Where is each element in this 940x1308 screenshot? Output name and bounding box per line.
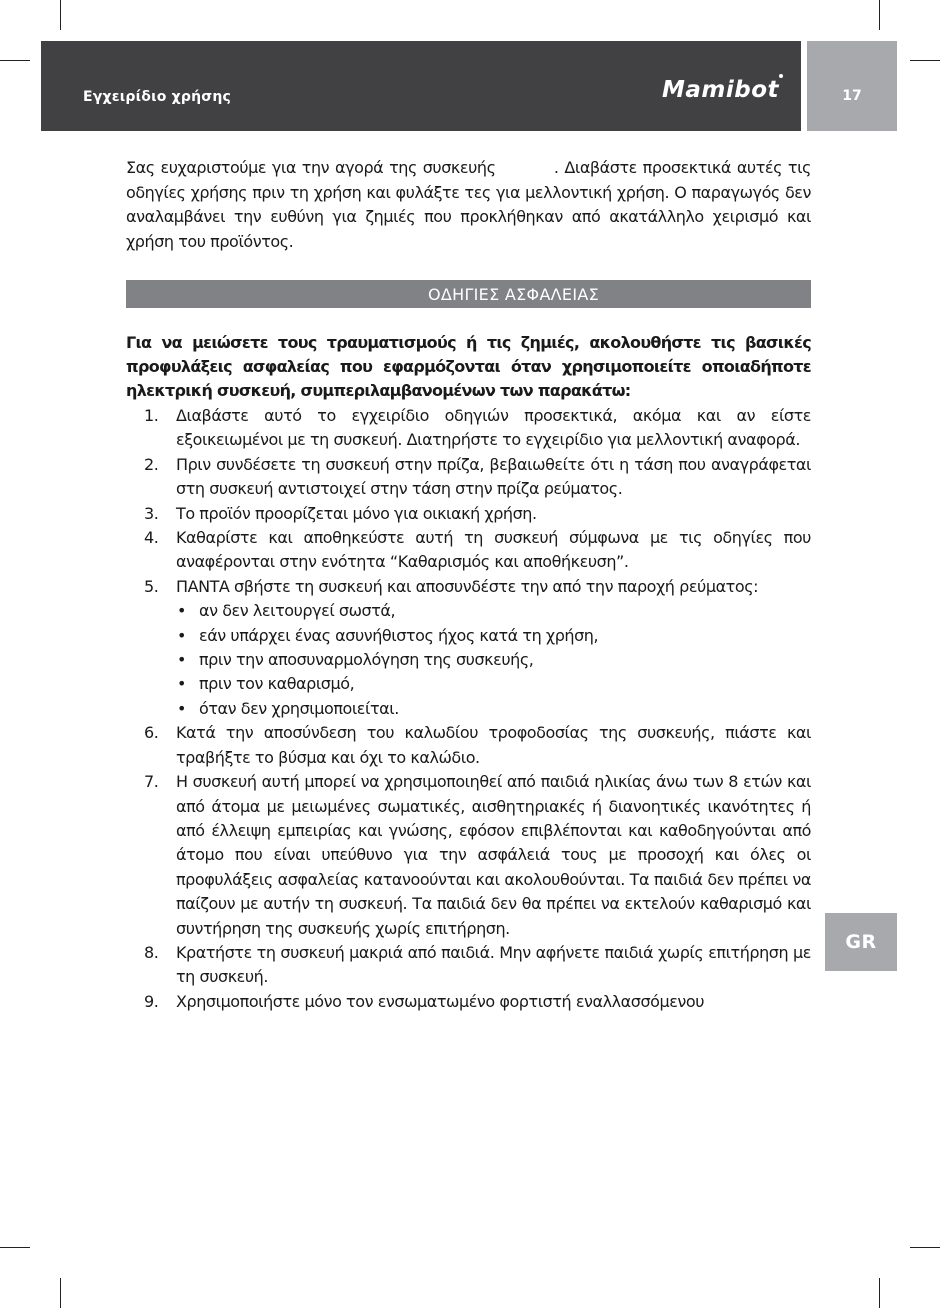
item-number: 2. [144,454,159,474]
item-text: ΠΑΝΤΑ σβήστε τη συσκευή και αποσυνδέστε την από την παροχή ρεύματος: [176,576,759,596]
page-number-tab [807,41,897,131]
list-item [126,526,811,575]
page-header [41,41,801,131]
crop-mark [879,1278,880,1308]
page-number: 17 [842,88,862,104]
crop-mark [0,60,30,61]
bullet-item [176,624,811,648]
item-text: Κρατήστε τη συσκευή μακριά από παιδιά. Μην αφήνετε παιδιά χωρίς επιτήρηση με τη συσκευή. [176,942,811,987]
crop-mark [60,1278,61,1308]
item-number: 5. [144,576,159,596]
item-number: 4. [144,528,159,548]
list-item [126,575,811,721]
bullet-item [176,599,811,623]
item-text: Πριν συνδέσετε τη συσκευή στην πρίζα, βεβαιωθείτε ότι η τάση που αναγράφεται στη συσκευή αντιστοιχεί στην τάση στην πρίζα ρεύματος. [176,454,811,499]
bullet-item [176,648,811,672]
bullet-icon: • [177,601,186,621]
bullet-text: πριν την αποσυναρμολόγηση της συσκευής, [199,650,534,670]
lead-paragraph: Για να μειώσετε τους τραυματισμούς ή τις ζημιές, ακολουθήστε τις βασικές προφυλάξεις ασφαλείας που εφαρμόζονται όταν χρησιμοποιείτε οποιαδήποτε ηλεκτρική συσκευή, συμπεριλαμβανομένων των παρακάτω: [126,333,811,400]
item-text: Η συσκευή αυτή μπορεί να χρησιμοποιηθεί από παιδιά ηλικίας άνω των 8 ετών και από άτομα με μειωμένες σωματικές, αισθητηριακές ή διανοητικές ικανότητες ή από έλλειψη εμπειρίας και γνώσης, εφόσον επιβλέπονται και καθοδηγούνται από άτομο που είναι υπεύθυνο για την ασφάλειά τους με προσοχή και όλες οι προφυλάξεις ασφαλείας κατανοούνται και ακολουθούνται. Τα παιδιά δεν πρέπει να παίζουν με αυτήν τη συσκευή. Τα παιδιά δεν θα πρέπει να εκτελούν καθαρισμό και συντήρηση της συσκευής χωρίς επιτήρηση. [176,772,811,938]
list-item [126,770,811,941]
language-tab [825,913,897,971]
bullet-icon: • [177,674,186,694]
section-header [126,280,811,308]
manual-title: Εγχειρίδιο χρήσης [83,89,232,105]
crop-mark [910,60,940,61]
item-text: Κατά την αποσύνδεση του καλωδίου τροφοδοσίας της συσκευής, πιάστε και τραβήξτε το βύσμα και όχι το καλώδιο. [176,723,811,767]
bullet-text: πριν τον καθαρισμό, [199,674,355,694]
item-number: 1. [144,406,159,425]
sub-bullet-list [176,599,811,721]
crop-mark [60,0,61,30]
list-item [126,404,811,453]
crop-mark [879,0,880,30]
bullet-text: όταν δεν χρησιμοποιείται. [199,698,399,718]
list-item [126,990,811,1014]
item-text: Διαβάστε αυτό το εγχειρίδιο οδηγιών προσεκτικά, ακόμα και αν είστε εξοικειωμένοι με τη συσκευή. Διατηρήστε το εγχειρίδιο για μελλοντική αναφορά. [176,406,811,450]
section-title: ΟΔΗΓΙΕΣ ΑΣΦΑΛΕΙΑΣ [427,284,600,304]
bullet-icon: • [177,650,186,670]
brand-logo-dot [779,74,783,78]
item-text: Καθαρίστε και αποθηκεύστε αυτή τη συσκευή σύμφωνα με τις οδηγίες που αναφέρονται στην ενότητα “Καθαρισμός και αποθήκευση”. [176,528,811,572]
item-number: 9. [144,991,159,1011]
crop-mark [910,1247,940,1248]
item-number: 8. [144,942,159,962]
crop-mark [0,1247,30,1248]
bullet-text: αν δεν λειτουργεί σωστά, [199,601,396,621]
list-item [126,941,811,990]
bullet-icon: • [177,698,186,718]
list-item [126,502,811,526]
page-content [126,156,816,1014]
item-number: 3. [144,503,159,523]
language-label: GR [845,931,877,953]
list-item [126,721,811,770]
bullet-item [176,697,811,721]
item-number: 6. [144,723,159,743]
bullet-item [176,672,811,696]
safety-instructions-list [126,404,811,1014]
brand-logo: Mamibot [661,77,779,103]
bullet-icon: • [177,625,186,645]
item-number: 7. [144,772,159,792]
bullet-text: εάν υπάρχει ένας ασυνήθιστος ήχος κατά τη χρήση, [199,625,599,645]
list-item [126,453,811,502]
intro-paragraph: Σας ευχαριστούμε για την αγορά της συσκευής . Διαβάστε προσεκτικά αυτές τις οδηγίες χρήσης πριν τη χρήση και φυλάξτε τες για μελλοντική χρήση. Ο παραγωγός δεν αναλαμβάνει την ευθύνη για ζημιές που προκλήθηκαν από ακατάλληλο χειρισμό και χρήση του προϊόντος. [126,158,816,251]
item-text: Το προϊόν προορίζεται μόνο για οικιακή χρήση. [176,503,537,523]
item-text: Χρησιμοποιήστε μόνο τον ενσωματωμένο φορτιστή εναλλασσόμενου [176,991,705,1011]
